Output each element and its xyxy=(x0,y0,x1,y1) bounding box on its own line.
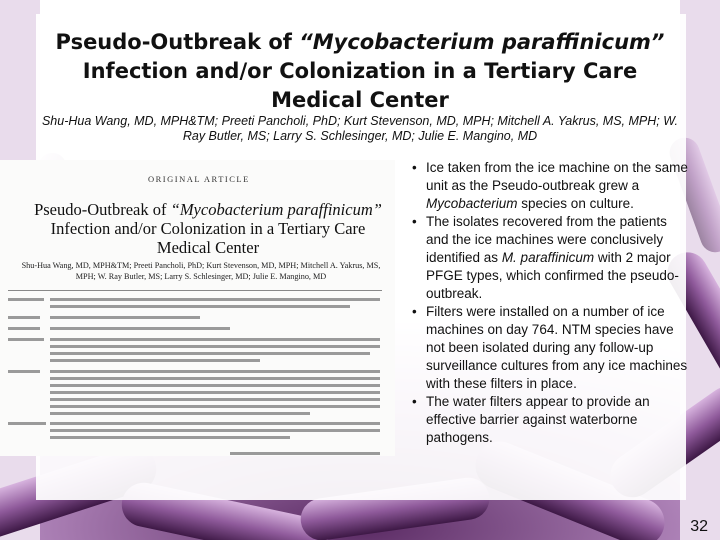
finding-text: The water filters appear to provide an effective barrier against waterborne pathogens. xyxy=(426,394,650,445)
finding-text: Ice taken from the ice machine on the same unit as the Pseudo-outbreak grew a xyxy=(426,160,688,193)
article-authors: Shu-Hua Wang, MD, MPH&TM; Preeti Pancholi, PhD; Kurt Stevenson, MD, MPH; Mitchell A. Yakrus, MS, MPH; W. Ray Butler, MS; Larry S. Schlesinger, MD; Julie E. Mangino, MD xyxy=(21,261,381,281)
finding-bullet xyxy=(412,393,688,447)
title-species-name: “Mycobacterium paraffinicum” xyxy=(299,30,665,54)
finding-text: Filters were installed on a number of ice machines on day 764. NTM species have not been isolated during any follow-up surveillance cultures from any ice machines with these filters in place. xyxy=(426,304,688,391)
findings-list xyxy=(412,159,688,447)
title-part-3: Infection and/or Colonization in a Tertiary Care Medical Center xyxy=(82,59,638,112)
finding-italic: M. paraffinicum xyxy=(501,250,595,265)
finding-bullet xyxy=(412,303,688,393)
finding-tail: with 2 major PFGE types, which confirmed the pseudo-outbreak. xyxy=(426,250,679,301)
title-part-1: Pseudo-Outbreak of xyxy=(55,30,300,54)
article-thumbnail xyxy=(0,160,395,456)
finding-text: The isolates recovered from the patients and the ice machines were conclusively identified as xyxy=(426,214,667,265)
article-abstract-body xyxy=(0,160,395,456)
article-title-species: “Mycobacterium paraffinicum” xyxy=(170,200,382,219)
article-title-part-1: Pseudo-Outbreak of xyxy=(34,200,171,219)
slide-authors: Shu-Hua Wang, MD, MPH&TM; Preeti Pancholi, PhD; Kurt Stevenson, MD, MPH; Mitchell A. Yakrus, MS, MPH; W. Ray Butler, MS; Larry S. Schlesinger, MD; Julie E. Mangino, MD xyxy=(41,114,679,143)
page-number: 32 xyxy=(690,518,708,535)
finding-italic: Mycobacterium xyxy=(426,196,518,211)
article-title-part-3: Infection and/or Colonization in a Tertiary Care Medical Center xyxy=(50,219,366,257)
slide-title xyxy=(40,28,680,115)
finding-bullet xyxy=(412,159,688,213)
finding-tail: species on culture. xyxy=(517,196,634,211)
finding-bullet xyxy=(412,213,688,303)
article-kicker: ORIGINAL ARTICLE xyxy=(148,174,250,184)
